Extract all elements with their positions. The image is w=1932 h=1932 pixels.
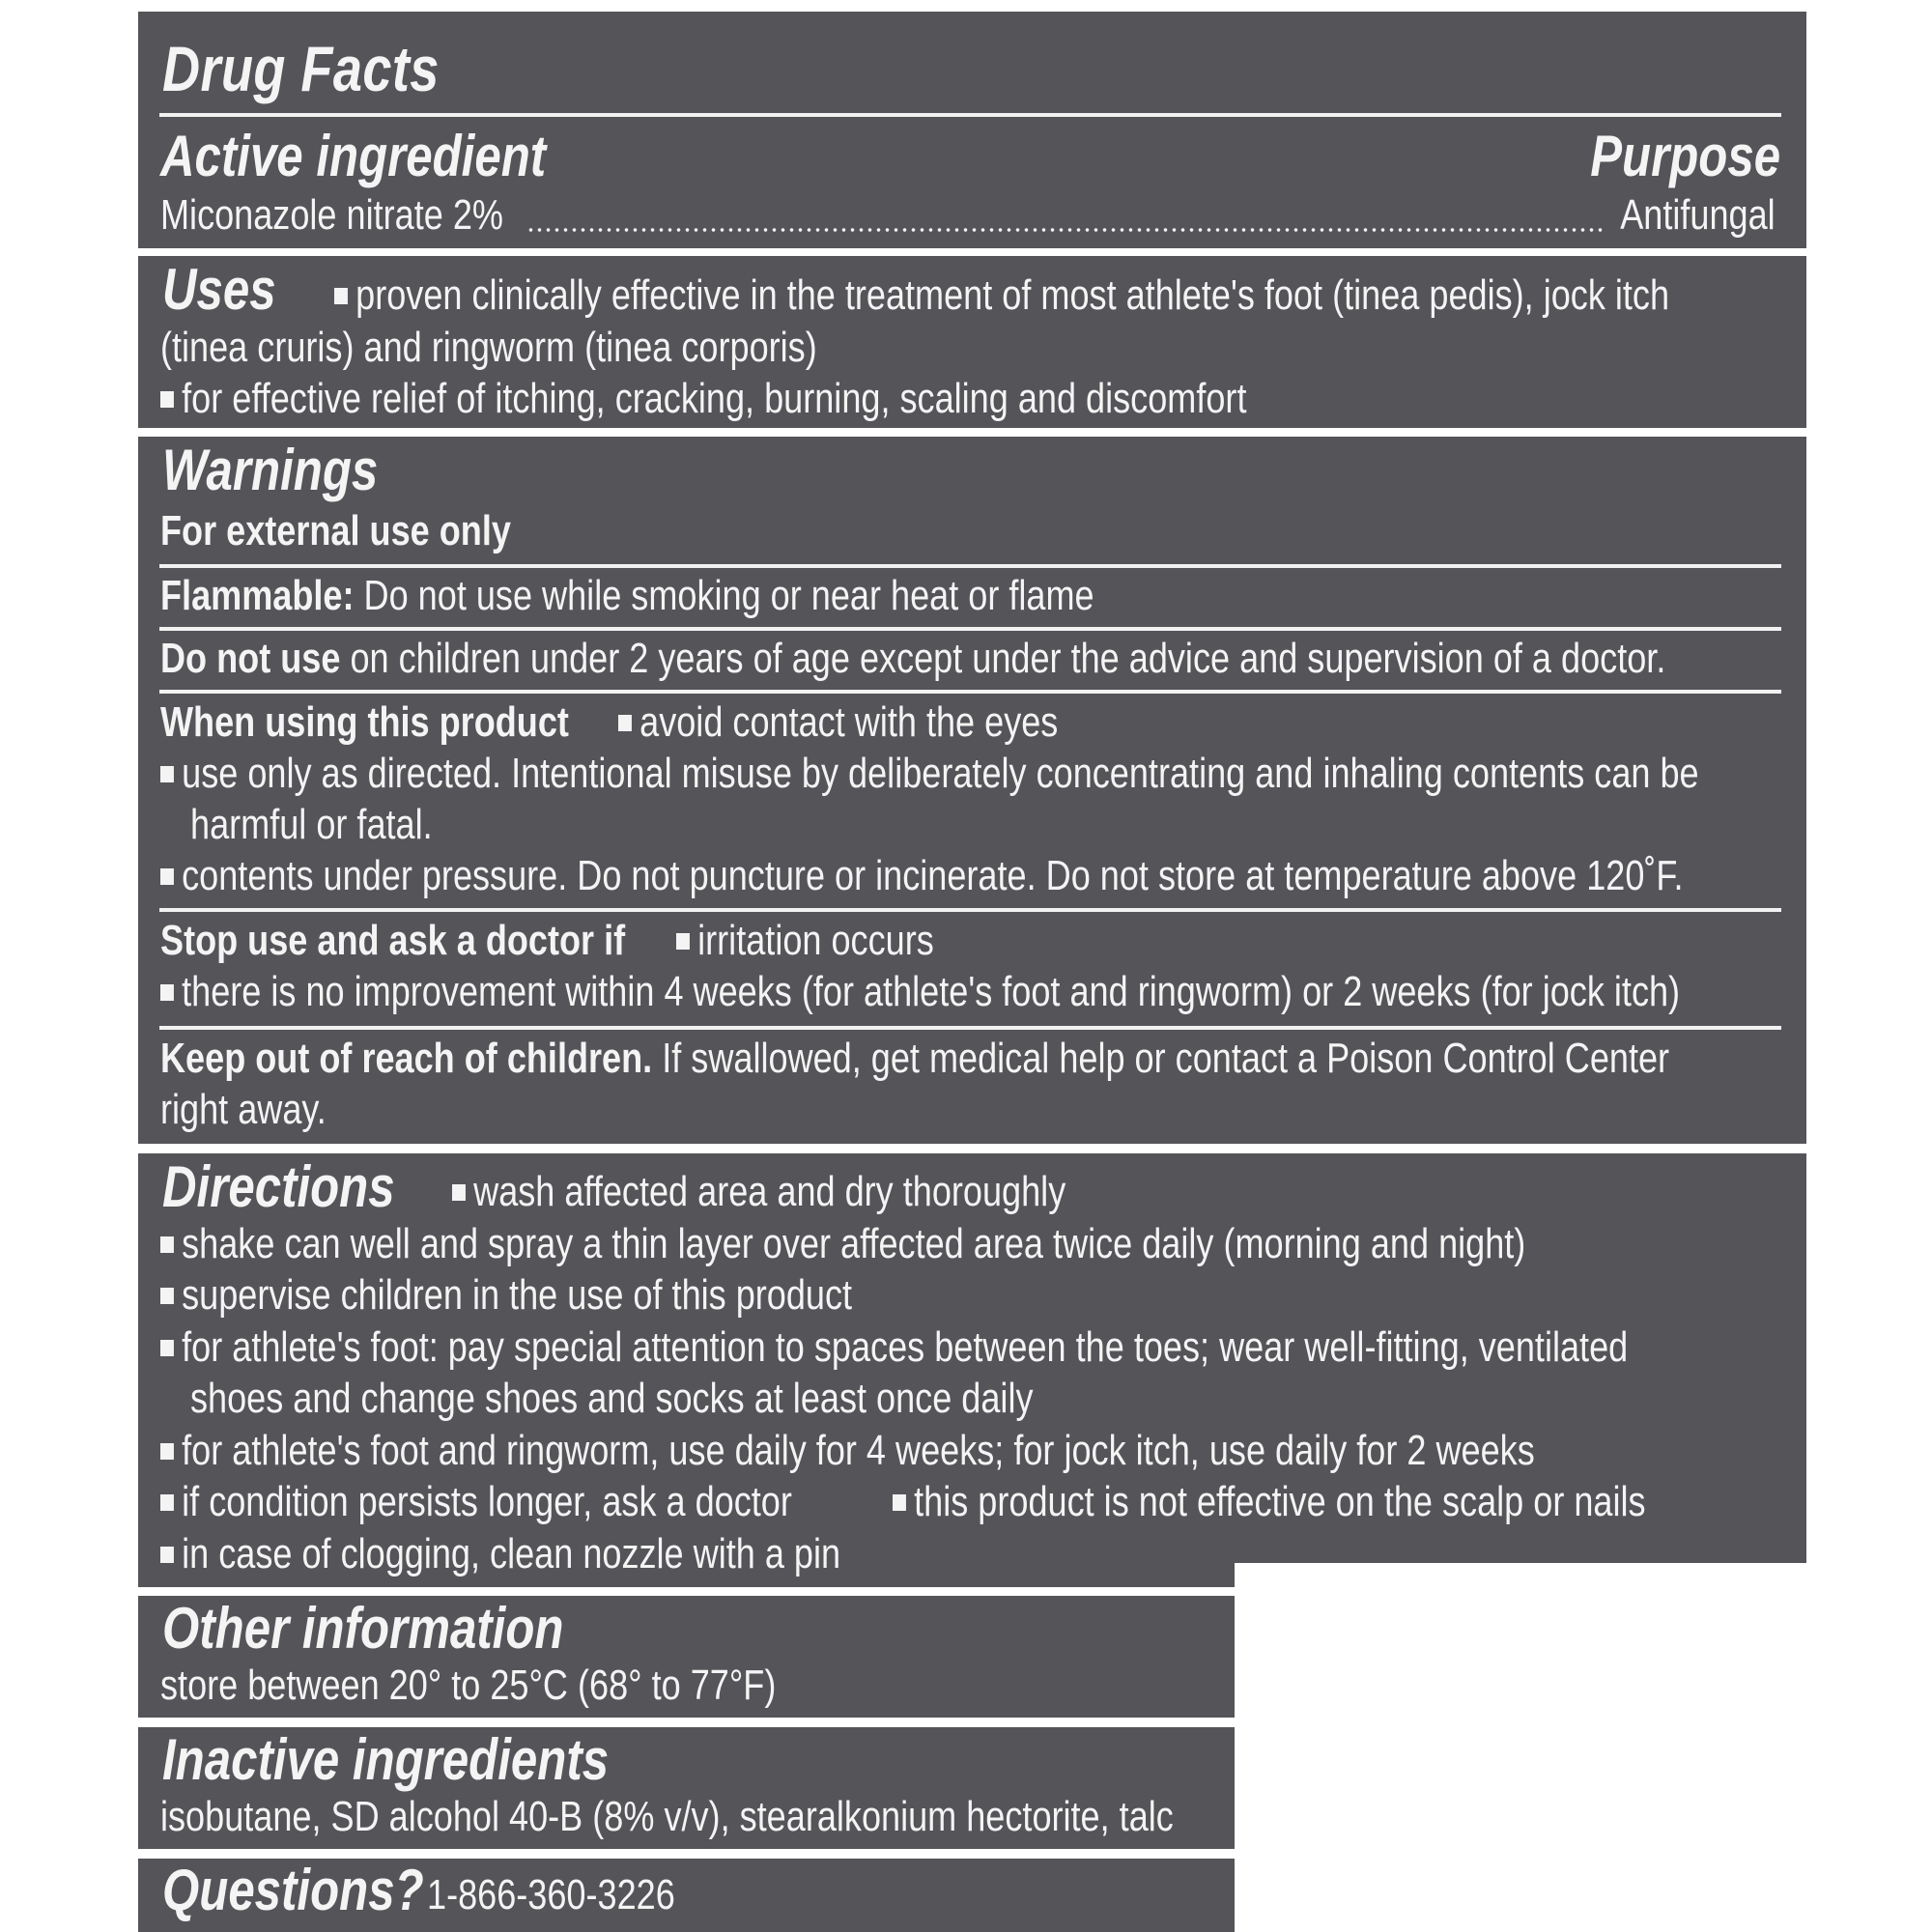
bullet-icon [160,766,174,782]
flammable-label: Flammable: [160,572,355,619]
directions-item-1-text: wash affected area and dry thoroughly [473,1168,1066,1215]
bullet-icon [452,1184,466,1201]
uses-item-2-text: for effective relief of itching, cracking, burning, scaling and discomfort [182,375,1247,422]
bullet-icon [160,391,174,408]
bullet-icon [676,933,690,950]
when-using-item-3 [160,852,1684,899]
purpose-heading: Purpose [1590,124,1780,188]
directions-item-4-cont: shoes and change shoes and socks at least once daily [190,1375,1034,1422]
bullet-icon [160,1340,174,1356]
bullet-icon [618,715,632,731]
warnings-divider-3 [159,690,1781,694]
directions-item-2 [160,1220,1526,1267]
drug-facts-title: Drug Facts [162,33,440,104]
leader-dots [526,227,1604,233]
directions-item-7 [893,1478,1646,1525]
purpose-value: Antifungal [1620,191,1776,239]
directions-item-5 [160,1427,1535,1474]
keep-out-text-cont: right away. [160,1086,327,1133]
warnings-divider-1 [159,564,1781,568]
stop-use-item-2-text: there is no improvement within 4 weeks (for athlete's foot and ringworm) or 2 weeks (for jock itch) [182,968,1681,1015]
when-using-item-1 [618,698,1059,746]
bullet-icon [160,1494,174,1511]
do-not-use-label: Do not use [160,635,341,682]
when-using-item-2 [160,750,1699,797]
uses-item-2 [160,375,1247,422]
uses-item-1-text: proven clinically effective in the treatment of most athlete's foot (tinea pedis), jock itch [355,271,1670,319]
when-using-label: When using this product [160,698,569,746]
other-information-heading: Other information [162,1596,564,1661]
do-not-use-warning [160,635,1666,682]
keep-out-of-reach [160,1037,1669,1080]
other-information-text: store between 20° to 25°C (68° to 77°F) [160,1662,777,1709]
stop-use-item-2 [160,968,1681,1015]
when-using-item-2-cont: harmful or fatal. [190,801,433,848]
bullet-icon [160,1443,174,1460]
external-use-text: For external use only [160,507,511,554]
questions-heading: Questions? [162,1858,424,1922]
warnings-divider-5 [159,1026,1781,1030]
bullet-icon [160,1236,174,1253]
directions-item-3-text: supervise children in the use of this product [182,1271,853,1319]
uses-item-1 [334,271,1670,319]
directions-item-2-text: shake can well and spray a thin layer over affected area twice daily (morning and night) [182,1220,1526,1267]
directions-item-7-text: this product is not effective on the scalp or nails [914,1478,1646,1525]
inactive-ingredients-heading: Inactive ingredients [162,1727,610,1792]
bullet-icon [160,1547,174,1563]
uses-item-1-cont: (tinea cruris) and ringworm (tinea corporis) [160,324,817,371]
when-using-item-2-text: use only as directed. Intentional misuse by deliberately concentrating and inhaling contents can be [182,750,1699,797]
directions-item-4 [160,1323,1629,1371]
keep-out-text: If swallowed, get medical help or contact a Poison Control Center [662,1035,1670,1082]
bullet-icon [160,868,174,885]
directions-heading: Directions [162,1154,395,1219]
flammable-warning [160,572,1094,619]
stop-use-item-1 [676,917,934,964]
warnings-heading: Warnings [162,438,379,502]
directions-item-6 [160,1478,792,1525]
bullet-icon [160,984,174,1001]
uses-heading: Uses [162,257,276,322]
directions-item-8 [160,1530,841,1577]
active-ingredient-value: Miconazole nitrate 2% [160,191,503,239]
inactive-ingredients-text: isobutane, SD alcohol 40-B (8% v/v), stearalkonium hectorite, talc [160,1793,1174,1840]
when-using-item-1-text: avoid contact with the eyes [639,698,1059,746]
directions-item-8-text: in case of clogging, clean nozzle with a pin [182,1530,841,1577]
directions-item-4-text: for athlete's foot: pay special attention to spaces between the toes; wear well-fitting, ventilated [182,1323,1629,1371]
warnings-divider-2 [159,627,1781,631]
stop-use-label: Stop use and ask a doctor if [160,917,626,964]
stop-use-item-1-text: irritation occurs [697,917,934,964]
title-divider [159,113,1781,117]
directions-item-1 [452,1168,1066,1215]
directions-item-5-text: for athlete's foot and ringworm, use daily for 4 weeks; for jock itch, use daily for 2 weeks [182,1427,1535,1474]
bullet-icon [160,1288,174,1304]
active-ingredient-heading: Active ingredient [160,124,547,188]
bullet-icon [893,1494,906,1511]
questions-phone: 1-866-360-3226 [427,1871,675,1918]
bullet-icon [334,288,348,304]
directions-item-6-text: if condition persists longer, ask a doctor [182,1478,792,1525]
flammable-text: Do not use while smoking or near heat or flame [363,572,1094,619]
when-using-item-3-text: contents under pressure. Do not puncture or incinerate. Do not store at temperature above 120˚F. [182,852,1684,899]
do-not-use-text: on children under 2 years of age except under the advice and supervision of a doctor. [350,635,1666,682]
directions-item-3 [160,1271,853,1319]
warnings-divider-4 [159,908,1781,912]
keep-out-label: Keep out of reach of children. [160,1035,653,1082]
